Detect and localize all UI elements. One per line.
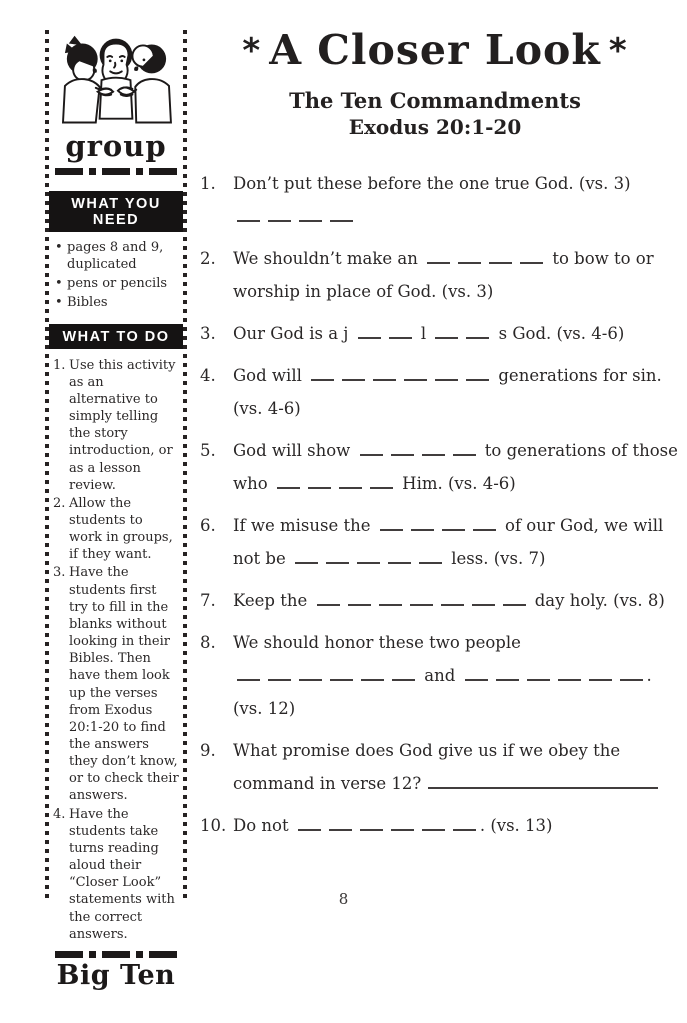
answer-blank — [326, 549, 349, 564]
question-line — [233, 809, 670, 842]
answer-blank — [458, 249, 481, 264]
answer-blank — [360, 816, 383, 831]
answer-blank — [299, 666, 322, 681]
question-body — [233, 584, 670, 617]
answer-blank — [441, 591, 464, 606]
question-body — [233, 809, 670, 842]
question-text: not be — [233, 549, 292, 569]
question-item — [200, 242, 670, 308]
question-text: God will — [233, 366, 308, 386]
question-text: day holy. (vs. 8) — [529, 591, 665, 611]
answer-blank — [317, 591, 340, 606]
answer-blank — [435, 366, 458, 381]
what-you-need-header: WHAT YOU NEED — [49, 191, 183, 232]
question-line — [233, 200, 670, 233]
answer-blank — [453, 816, 476, 831]
page-title-text: A Closer Look — [269, 26, 601, 74]
question-item — [200, 167, 670, 233]
answer-blank — [237, 666, 260, 681]
worksheet-main — [200, 26, 678, 851]
question-number: 4. — [200, 366, 216, 386]
question-item — [200, 809, 670, 842]
question-body — [233, 626, 670, 725]
answer-blank — [370, 474, 393, 489]
question-line — [233, 659, 670, 692]
answer-blank — [442, 516, 465, 531]
sidebar-footer — [53, 944, 179, 1023]
question-text: (vs. 12) — [233, 699, 296, 719]
todo-item — [53, 357, 179, 494]
question-item — [200, 317, 670, 350]
three-kids-talking-illustration — [53, 30, 179, 136]
answer-blank — [422, 816, 445, 831]
answer-blank — [558, 666, 581, 681]
need-item-text: Bibles — [67, 294, 108, 310]
question-text: What promise does God give us if we obey the — [233, 741, 621, 761]
answer-blank — [422, 441, 445, 456]
question-item — [200, 434, 678, 500]
need-item — [55, 240, 179, 274]
answer-blank — [466, 324, 489, 339]
answer-blank — [489, 249, 512, 264]
question-number: 7. — [200, 591, 216, 611]
question-text: command in verse 12? — [233, 774, 427, 794]
question-line — [233, 242, 670, 275]
what-to-do-header: WHAT TO DO — [49, 324, 183, 349]
question-text: and — [419, 666, 461, 686]
answer-blank — [465, 666, 488, 681]
answer-blank — [373, 366, 396, 381]
answer-blank — [277, 474, 300, 489]
answer-blank — [392, 666, 415, 681]
answer-blank — [496, 666, 519, 681]
answer-blank — [419, 549, 442, 564]
need-list — [53, 240, 179, 314]
scripture-reference: Exodus 20:1-20 — [348, 115, 522, 140]
answer-blank — [391, 816, 414, 831]
answer-blank — [380, 516, 403, 531]
answer-blank — [360, 441, 383, 456]
answer-blank — [389, 324, 412, 339]
question-line — [233, 767, 670, 800]
answer-blank — [330, 666, 353, 681]
question-text: l — [415, 324, 432, 344]
question-number: 6. — [200, 516, 216, 536]
todo-item-text: Have the students take turns reading aloud their “Closer Look” statements with the correct answers. — [69, 806, 175, 942]
question-text: to bow to or — [547, 249, 654, 269]
question-text: of our God, we will — [499, 516, 664, 536]
question-text: Him. (vs. 4-6) — [396, 474, 516, 494]
answer-blank — [311, 366, 334, 381]
answer-blank — [348, 591, 371, 606]
answer-blank — [268, 207, 291, 222]
question-line — [233, 359, 670, 392]
question-text: Our God is a j — [233, 324, 354, 344]
worksheet-subtitle: The Ten Commandments — [289, 88, 581, 114]
sidebar-dotted-border-right — [183, 30, 187, 898]
question-text: who — [233, 474, 273, 494]
answer-blank — [473, 516, 496, 531]
answer-blank — [453, 441, 476, 456]
answer-blank — [330, 207, 353, 222]
answer-blank — [358, 324, 381, 339]
todo-item-number: 4. — [53, 806, 66, 822]
todo-item-number: 1. — [53, 357, 66, 373]
question-text: to generations of those — [479, 441, 678, 461]
todo-item — [53, 495, 179, 564]
answer-blank — [361, 666, 384, 681]
question-line — [233, 392, 670, 425]
answer-blank — [298, 816, 321, 831]
bullet-icon: • — [55, 294, 63, 310]
answer-blank — [342, 366, 365, 381]
answer-blank — [404, 366, 427, 381]
answer-blank — [388, 549, 411, 564]
question-text: Keep the — [233, 591, 313, 611]
question-text: Do not — [233, 816, 294, 836]
need-item-text: pens or pencils — [67, 275, 168, 291]
sidebar-dotted-border-left — [45, 30, 49, 898]
answer-blank-long — [428, 774, 658, 789]
todo-item-text: Use this activity as an alternative to simply telling the story introduction, or as a lesson review. — [69, 357, 176, 493]
question-text: worship in place of God. (vs. 3) — [233, 282, 494, 302]
question-line — [233, 275, 670, 308]
todo-item — [53, 564, 179, 804]
answer-blank — [379, 591, 402, 606]
question-number: 10. — [200, 816, 227, 836]
question-item — [200, 626, 670, 725]
answer-blank — [466, 366, 489, 381]
todo-item-number: 2. — [53, 495, 66, 511]
need-item — [55, 276, 179, 293]
answer-blank — [435, 324, 458, 339]
questions-list — [200, 167, 678, 842]
question-number: 5. — [200, 441, 216, 461]
question-body — [233, 734, 670, 800]
need-item — [55, 295, 179, 312]
question-number: 2. — [200, 249, 216, 269]
question-text: (vs. 4-6) — [233, 399, 301, 419]
answer-blank — [503, 591, 526, 606]
answer-blank — [427, 249, 450, 264]
question-item — [200, 359, 670, 425]
answer-blank — [411, 516, 434, 531]
answer-blank — [268, 666, 291, 681]
question-text: God will show — [233, 441, 356, 461]
answer-blank — [520, 249, 543, 264]
question-text: We should honor these two people — [233, 633, 521, 653]
big-ten-label: Big Ten — [56, 959, 176, 991]
question-item — [200, 509, 670, 575]
answer-blank — [410, 591, 433, 606]
star-icon-right: * — [608, 31, 628, 71]
question-body — [233, 359, 670, 425]
question-number: 3. — [200, 324, 216, 344]
answer-blank — [472, 591, 495, 606]
question-line — [233, 584, 670, 617]
group-logo-text: group — [65, 129, 167, 163]
question-text: We shouldn’t make an — [233, 249, 424, 269]
sidebar — [45, 30, 187, 991]
dash-dot-divider-bottom — [53, 951, 179, 958]
answer-blank — [295, 549, 318, 564]
question-line — [233, 167, 670, 200]
question-body — [233, 242, 670, 308]
group-logo — [53, 30, 179, 175]
question-text: . (vs. 13) — [479, 816, 553, 836]
answer-blank — [308, 474, 331, 489]
question-number: 8. — [200, 633, 216, 653]
question-text: If we misuse the — [233, 516, 376, 536]
todo-item-text: Allow the students to work in groups, if they want. — [69, 495, 173, 563]
answer-blank — [620, 666, 643, 681]
question-line — [233, 734, 670, 767]
question-line — [233, 509, 670, 542]
question-line — [233, 626, 670, 659]
question-body — [233, 167, 670, 233]
star-icon-left: * — [242, 31, 262, 71]
answer-blank — [339, 474, 362, 489]
question-text: Don’t put these before the one true God. (vs. 3) — [233, 174, 631, 194]
todo-list — [53, 357, 179, 944]
answer-blank — [589, 666, 612, 681]
question-line — [233, 434, 678, 467]
question-item — [200, 584, 670, 617]
question-text: generations for sin. — [493, 366, 662, 386]
page-title — [200, 26, 670, 75]
page-number: 8 — [338, 890, 349, 908]
question-body — [233, 317, 670, 350]
dash-dot-divider-top — [53, 168, 179, 175]
answer-blank — [237, 207, 260, 222]
answer-blank — [527, 666, 550, 681]
bullet-icon: • — [55, 240, 63, 255]
question-line — [233, 542, 670, 575]
todo-item-text: Have the students first try to fill in the blanks without looking in their Bibles. Then have them look up the verses from Exodus 20:1-20 to find the answers they don’t know, or to check their answers. — [69, 565, 179, 804]
bullet-icon: • — [55, 275, 63, 291]
question-line — [233, 467, 678, 500]
question-text: less. (vs. 7) — [446, 549, 546, 569]
question-item — [200, 734, 670, 800]
need-item-text: pages 8 and 9, duplicated — [67, 240, 164, 272]
question-text: . — [646, 666, 652, 686]
question-number: 1. — [200, 174, 216, 194]
question-line — [233, 692, 670, 725]
answer-blank — [329, 816, 352, 831]
question-text: s God. (vs. 4-6) — [493, 324, 625, 344]
question-body — [233, 434, 678, 500]
question-number: 9. — [200, 741, 216, 761]
question-body — [233, 509, 670, 575]
todo-item-number: 3. — [53, 565, 66, 581]
answer-blank — [299, 207, 322, 222]
todo-item — [53, 806, 179, 943]
answer-blank — [391, 441, 414, 456]
question-line — [233, 317, 670, 350]
answer-blank — [357, 549, 380, 564]
